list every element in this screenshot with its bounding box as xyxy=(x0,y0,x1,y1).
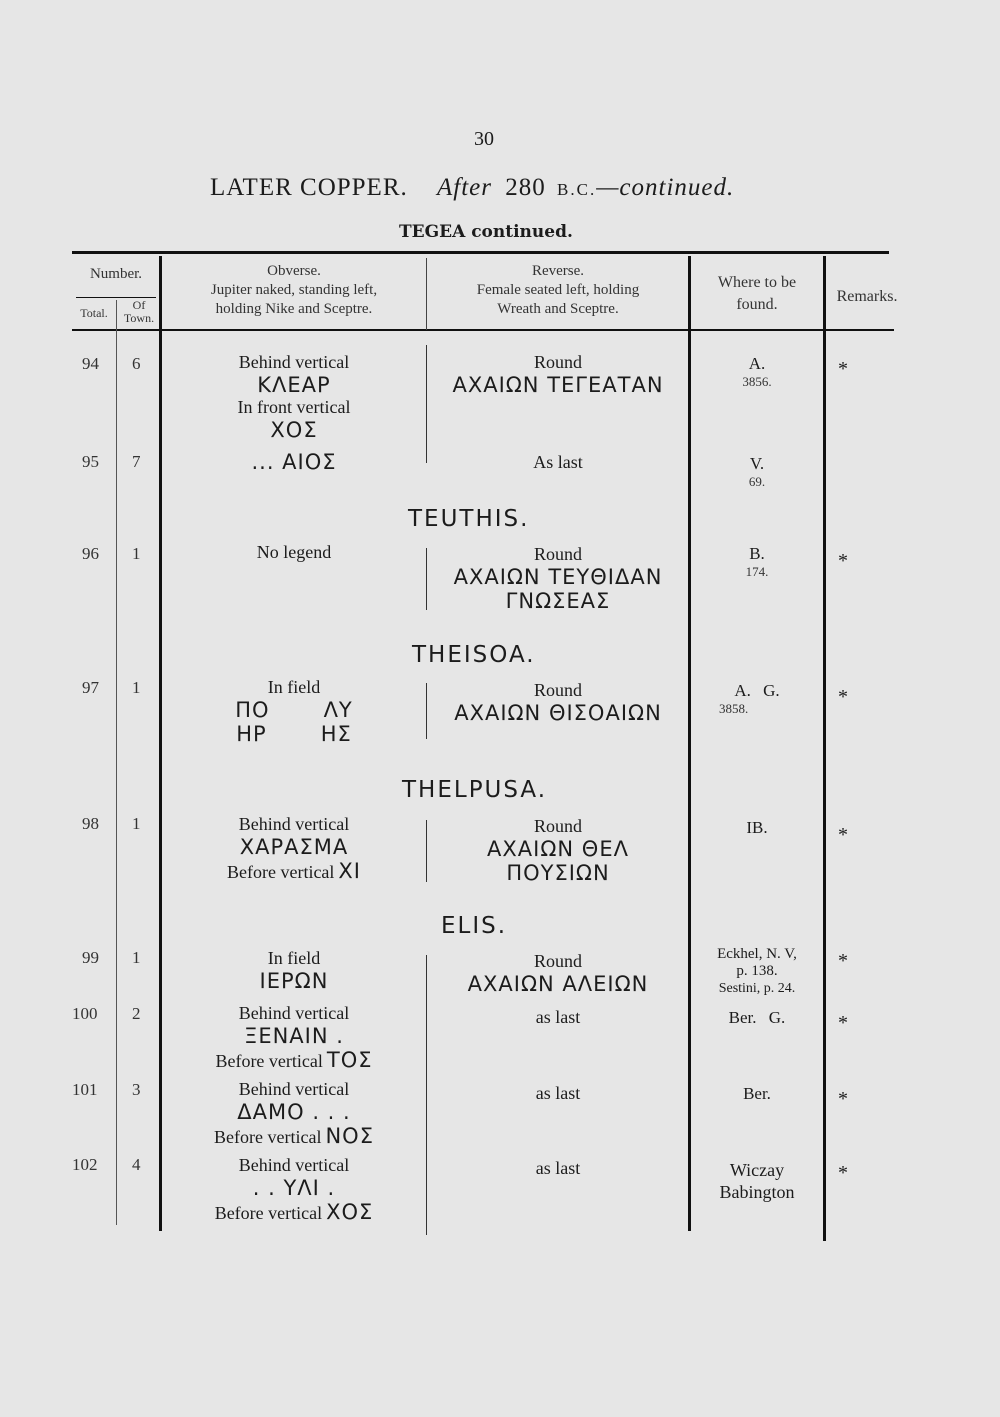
title-continued: —continued. xyxy=(596,174,735,201)
where-ref: Ber. G. xyxy=(728,1008,786,1027)
title-after: After xyxy=(437,174,493,201)
page-title xyxy=(210,174,734,202)
row-total: 95 xyxy=(82,452,99,471)
obverse-text: Before vertical xyxy=(215,1051,323,1071)
row-town: 4 xyxy=(132,1155,141,1174)
reverse-legend: ΑΧΑΙΩΝ ΘΕΛ xyxy=(487,837,629,861)
row-town: 3 xyxy=(132,1080,141,1099)
obverse-text: No legend xyxy=(256,542,332,562)
table-top-rule xyxy=(72,251,889,254)
remark-star: * xyxy=(838,1012,848,1034)
section-heading-theisoa: THEISOA. xyxy=(412,642,536,668)
row-where xyxy=(691,354,823,390)
row-total: 99 xyxy=(82,948,99,967)
obverse-legend: ΙΕΡΩΝ xyxy=(259,969,329,993)
obverse-text: Behind vertical xyxy=(238,1003,350,1023)
obverse-text: In field xyxy=(267,677,321,697)
header-remarks: Remarks. xyxy=(836,288,898,305)
header-obverse-desc-2: holding Nike and Sceptre. xyxy=(215,301,373,317)
row-where xyxy=(691,1008,823,1028)
row-where xyxy=(691,1084,823,1104)
where-ref: Babington xyxy=(719,1182,795,1202)
obverse-legend: ΠΟ xyxy=(235,698,270,722)
section-heading-thelpusa: THELPUSA. xyxy=(402,777,548,803)
remark-star: * xyxy=(838,950,848,972)
header-obverse-desc-1: Jupiter naked, standing left, xyxy=(210,282,378,298)
row-obverse xyxy=(162,1003,426,1072)
where-ref: Wiczay xyxy=(729,1160,785,1180)
obverse-text: Before vertical xyxy=(226,862,335,882)
where-ref: B. xyxy=(749,544,765,563)
row-total: 98 xyxy=(82,814,99,833)
reverse-text: Round xyxy=(533,352,582,372)
reverse-text: Round xyxy=(533,544,582,564)
obverse-legend: ΞΕΝΑΙΝ . xyxy=(244,1024,344,1048)
obverse-text: Behind vertical xyxy=(238,814,350,834)
row-reverse xyxy=(427,1007,689,1028)
reverse-text: as last xyxy=(535,1158,581,1178)
reverse-text: As last xyxy=(533,452,583,472)
row-obverse xyxy=(162,1079,426,1148)
row-total: 102 xyxy=(72,1155,98,1174)
row-where xyxy=(691,544,823,580)
row-where xyxy=(691,1159,823,1203)
row-reverse xyxy=(427,816,689,885)
where-ref-number: 3858. xyxy=(719,701,749,716)
obverse-legend: . . ΥΛΙ . xyxy=(252,1176,336,1200)
row-where xyxy=(691,818,823,838)
row-town: 2 xyxy=(132,1004,141,1023)
row-town: 1 xyxy=(132,814,141,833)
obverse-legend: ΧΟΣ xyxy=(270,418,318,442)
subtitle: TEGEA continued. xyxy=(399,222,573,242)
header-reverse-title: Reverse. xyxy=(531,263,585,279)
header-reverse xyxy=(427,262,689,319)
remark-star: * xyxy=(838,1088,848,1110)
row-obverse xyxy=(162,542,426,563)
row-reverse xyxy=(427,951,689,996)
remark-star: * xyxy=(838,1162,848,1184)
header-reverse-desc-2: Wreath and Sceptre. xyxy=(497,301,619,317)
obverse-text: Behind vertical xyxy=(238,1155,350,1175)
remark-star: * xyxy=(838,824,848,846)
obverse-legend: ΚΛΕΑΡ xyxy=(257,373,331,397)
obverse-legend: ΗΣ xyxy=(320,722,352,746)
obverse-text: Behind vertical xyxy=(238,352,350,372)
row-obverse xyxy=(162,352,426,442)
obverse-legend: ΧΙ xyxy=(338,859,362,883)
row-reverse xyxy=(427,1158,689,1179)
header-total: Total. xyxy=(80,306,108,320)
section-heading-teuthis: TEUTHIS. xyxy=(408,506,530,532)
header-reverse-desc-1: Female seated left, holding xyxy=(476,282,640,298)
row-reverse xyxy=(427,544,689,613)
where-ref-number: 69. xyxy=(748,474,766,489)
reverse-legend: ΑΧΑΙΩΝ ΤΕΓΕΑΤΑΝ xyxy=(452,373,664,397)
section-heading-elis: ELIS. xyxy=(441,913,508,939)
where-ref: Sestini, p. 24. xyxy=(718,981,796,996)
reverse-text: Round xyxy=(533,816,582,836)
row-total: 100 xyxy=(72,1004,98,1023)
row-total: 94 xyxy=(82,354,99,373)
obverse-legend: ΗΡ xyxy=(236,722,267,746)
reverse-legend: ΑΧΑΙΩΝ ΤΕΥΘΙΔΑΝ xyxy=(453,565,663,589)
obverse-text: Behind vertical xyxy=(238,1079,350,1099)
title-year: 280 xyxy=(505,174,546,201)
where-ref: Eckhel, N. V, xyxy=(717,946,797,962)
row-town: 1 xyxy=(132,948,141,967)
row-where xyxy=(691,454,823,490)
reverse-legend: ΑΧΑΙΩΝ ΘΙΣΟΑΙΩΝ xyxy=(454,701,662,725)
reverse-legend: ΓΝΩΣΕΑΣ xyxy=(505,589,611,613)
header-of-town: Of Town. xyxy=(123,298,155,325)
row-town: 1 xyxy=(132,544,141,563)
remark-star: * xyxy=(838,358,848,380)
where-ref: IB. xyxy=(746,818,768,837)
row-total: 101 xyxy=(72,1080,98,1099)
row-obverse xyxy=(162,948,426,993)
row-obverse xyxy=(162,450,426,474)
row-reverse xyxy=(427,452,689,473)
obverse-legend: ΛΥ xyxy=(323,698,353,722)
where-ref: V. xyxy=(749,454,765,473)
reverse-text: as last xyxy=(535,1083,581,1103)
header-bottom-rule xyxy=(72,329,894,331)
obverse-legend: ΤΟΣ xyxy=(326,1048,373,1072)
obverse-legend: ΔΑΜΟ . . . xyxy=(237,1100,351,1124)
row-reverse xyxy=(427,1083,689,1104)
row-town: 1 xyxy=(132,678,141,697)
row-town: 6 xyxy=(132,354,141,373)
reverse-text: Round xyxy=(533,680,582,700)
row-reverse xyxy=(427,352,689,397)
reverse-legend: ΠΟΥΣΙΩΝ xyxy=(506,861,610,885)
row-obverse xyxy=(162,677,426,746)
where-ref: p. 138. xyxy=(736,963,778,979)
header-obverse-title: Obverse. xyxy=(267,263,321,279)
row-where xyxy=(691,681,823,717)
title-main: LATER COPPER. xyxy=(210,174,408,201)
where-remarks-divider xyxy=(823,256,826,1241)
row-town: 7 xyxy=(132,452,141,471)
obverse-legend: ΧΑΡΑΣΜΑ xyxy=(239,835,349,859)
where-ref-number: 174. xyxy=(745,564,769,579)
remark-star: * xyxy=(838,550,848,572)
header-where-2: found. xyxy=(736,296,778,313)
reverse-text: as last xyxy=(535,1007,581,1027)
obverse-text: In front vertical xyxy=(237,397,351,417)
obverse-legend: ΧΟΣ xyxy=(326,1200,374,1224)
header-number: Number. xyxy=(89,266,143,282)
row-reverse xyxy=(427,680,689,725)
row-obverse xyxy=(162,1155,426,1224)
obverse-legend: ΝΟΣ xyxy=(325,1124,374,1148)
obverse-text: In field xyxy=(267,948,321,968)
row-total: 97 xyxy=(82,678,99,697)
where-ref: Ber. xyxy=(743,1084,771,1103)
obverse-text: Before vertical xyxy=(214,1127,322,1147)
reverse-legend: ΑΧΑΙΩΝ ΑΛΕΙΩΝ xyxy=(467,972,649,996)
obverse-text: Before vertical xyxy=(214,1203,323,1223)
where-ref: A. xyxy=(748,354,766,373)
remark-star: * xyxy=(838,686,848,708)
where-ref-number: 3856. xyxy=(742,374,772,389)
title-bc: B.C. xyxy=(557,180,597,199)
page-number: 30 xyxy=(474,128,494,150)
row-where xyxy=(691,946,823,997)
row-total: 96 xyxy=(82,544,99,563)
where-ref: A. G. xyxy=(734,681,780,700)
header-obverse xyxy=(162,262,426,319)
obverse-legend: ... ΑΙΟΣ xyxy=(251,450,337,474)
row-obverse xyxy=(162,814,426,883)
total-town-divider xyxy=(116,300,117,1225)
reverse-text: Round xyxy=(533,951,582,971)
header-where xyxy=(691,272,823,316)
header-where-1: Where to be xyxy=(717,274,797,291)
